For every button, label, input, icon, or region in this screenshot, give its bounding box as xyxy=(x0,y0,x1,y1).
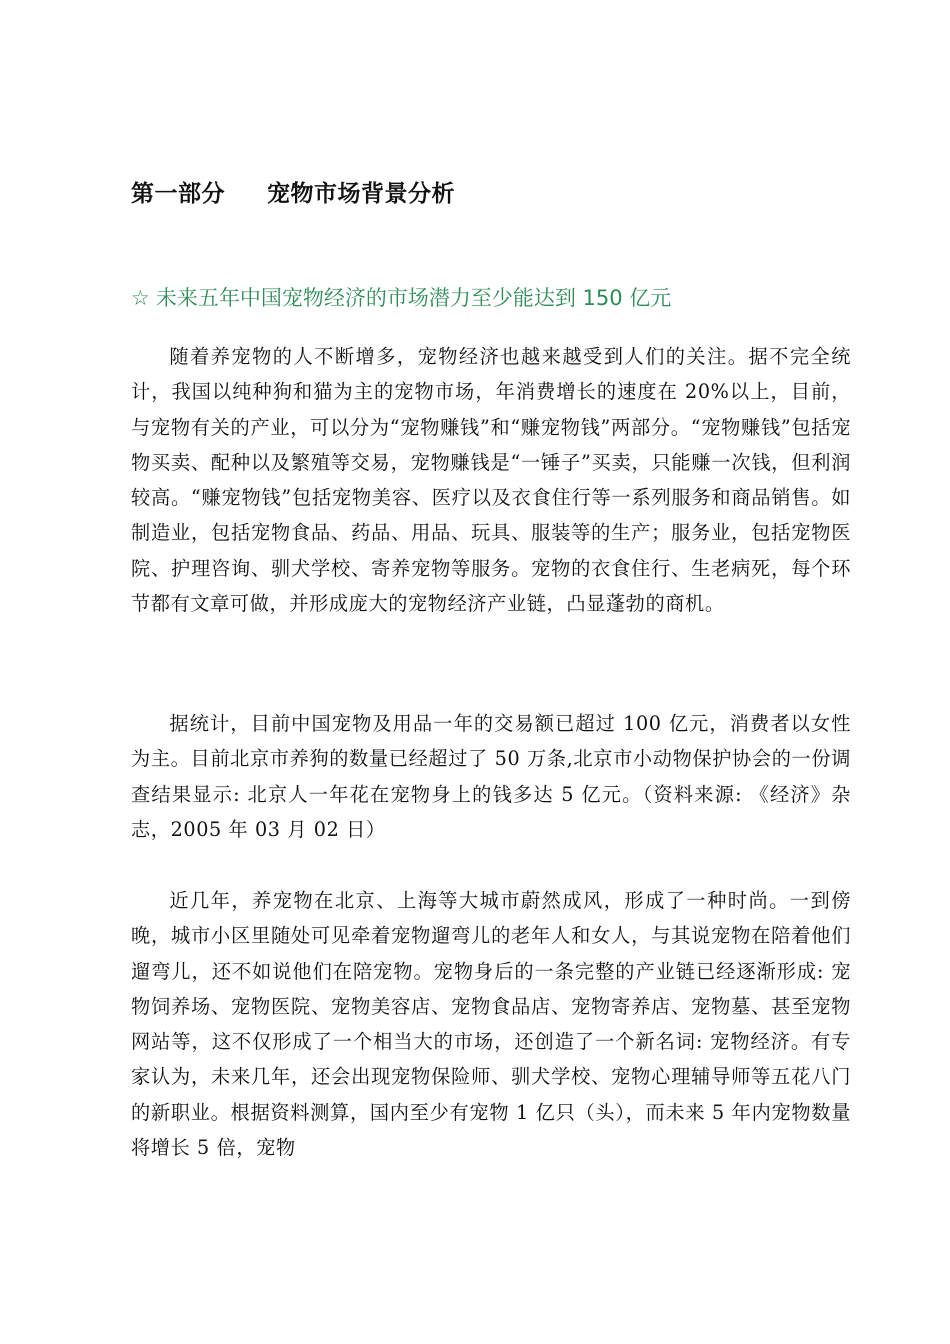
star-icon: ☆ xyxy=(131,286,150,310)
section-heading-text: 未来五年中国宠物经济的市场潜力至少能达到 150 亿元 xyxy=(155,286,672,310)
section-heading xyxy=(131,281,671,315)
part-title xyxy=(131,176,455,212)
paragraph-statistics: 据统计，目前中国宠物及用品一年的交易额已超过 100 亿元，消费者以女性为主。目前北京市养狗的数量已经超过了 50 万条,北京市小动物保护协会的一份调查结果显示: 北京人一年花在宠物身上的钱多达 5 亿元。（资料来源: 《经济》杂志，2005 年 03 月 02 日） xyxy=(131,712,851,841)
paragraph-pet-economy: 随着养宠物的人不断增多，宠物经济也越来越受到人们的关注。据不完全统计，我国以纯种狗和猫为主的宠物市场，年消费增长的速度在 20%以上，目前，与宠物有关的产业，可以分为“宠物赚钱”和“赚宠物钱”两部分。“宠物赚钱”包括宠物买卖、配种以及繁殖等交易，宠物赚钱是“一锤子”买卖，只能赚一次钱，但利润较高。“赚宠物钱”包括宠物美容、医疗以及衣食住行等一系列服务和商品销售。如制造业，包括宠物食品、药品、用品、玩具、服装等的生产；服务业，包括宠物医院、护理咨询、驯犬学校、寄养宠物等服务。宠物的衣食住行、生老病死，每个环节都有文章可做，并形成庞大的宠物经济产业链，凸显蓬勃的商机。 xyxy=(131,345,851,616)
paragraph-industry-chain: 近几年，养宠物在北京、上海等大城市蔚然成风，形成了一种时尚。一到傍晚，城市小区里随处可见牵着宠物遛弯儿的老年人和女人，与其说宠物在陪着他们遛弯儿，还不如说他们在陪宠物。宠物身后的一条完整的产业链已经逐渐形成: 宠物饲养场、宠物医院、宠物美容店、宠物食品店、宠物寄养店、宠物墓、甚至宠物网站等，这不仅形成了一个相当大的市场，还创造了一个新名词: 宠物经济。有专家认为，未来几年，还会出现宠物保险师、驯犬学校、宠物心理辅导师等五花八门的新职业。根据资料测算，国内至少有宠物 1 亿只（头），而未来 5 年内宠物数量将增长 5 倍，宠物 xyxy=(131,889,851,1160)
part-title-text: 宠物市场背景分析 xyxy=(267,181,455,207)
part-label: 第一部分 xyxy=(131,181,225,207)
